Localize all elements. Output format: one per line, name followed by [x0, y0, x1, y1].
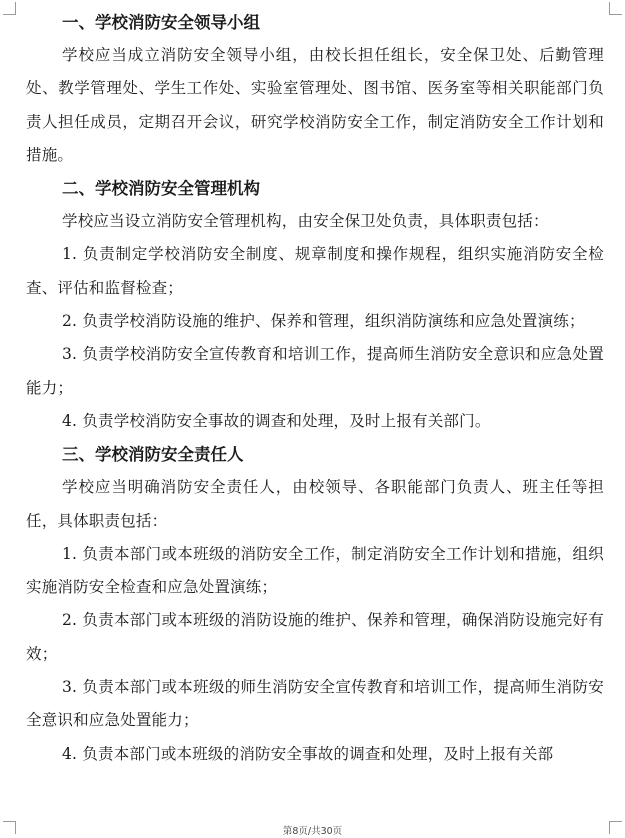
- list-item: 2. 负责学校消防设施的维护、保养和管理，组织消防演练和应急处置演练；: [62, 312, 585, 331]
- page-number: 第8页/共30页: [282, 826, 343, 837]
- page-corner-mark: [3, 2, 16, 15]
- section-heading: 一、学校消防安全领导小组: [62, 13, 260, 32]
- list-item: 3. 负责本部门或本班级的师生消防安全宣传教育和培训工作，提高师生消防安全意识和应急处置能力；: [26, 678, 604, 730]
- list-item: 4. 负责学校消防安全事故的调查和处理，及时上报有关部门。: [62, 411, 491, 430]
- paragraph: 学校应当成立消防安全领导小组，由校长担任组长，安全保卫处、后勤管理处、教学管理处、学生工作处、实验室管理处、图书馆、医务室等相关职能部门负责人担任成员，定期召开会议，研究学校消防安全工作，制定消防安全工作计划和措施。: [26, 46, 604, 164]
- list-item: 4. 负责本部门或本班级的消防安全事故的调查和处理，及时上报有关部: [62, 744, 554, 763]
- list-item: 2. 负责本部门或本班级的消防设施的维护、保养和管理，确保消防设施完好有效；: [26, 611, 604, 663]
- document-body: [26, 6, 604, 771]
- paragraph: 学校应当设立消防安全管理机构，由安全保卫处负责，具体职责包括：: [62, 212, 549, 231]
- paragraph: 学校应当明确消防安全责任人，由校领导、各职能部门负责人、班主任等担任，具体职责包括：: [26, 478, 604, 530]
- list-item: 3. 负责学校消防安全宣传教育和培训工作，提高师生消防安全意识和应急处置能力；: [26, 345, 604, 397]
- section-heading: 二、学校消防安全管理机构: [62, 179, 260, 199]
- section-heading: 三、学校消防安全责任人: [62, 445, 244, 465]
- list-item: 1. 负责制定学校消防安全制度、规章制度和操作规程，组织实施消防安全检查、评估和监督检查；: [26, 245, 604, 297]
- list-item: 1. 负责本部门或本班级的消防安全工作，制定消防安全工作计划和措施，组织实施消防安全检查和应急处置演练；: [26, 544, 604, 597]
- page-corner-mark: [609, 2, 622, 15]
